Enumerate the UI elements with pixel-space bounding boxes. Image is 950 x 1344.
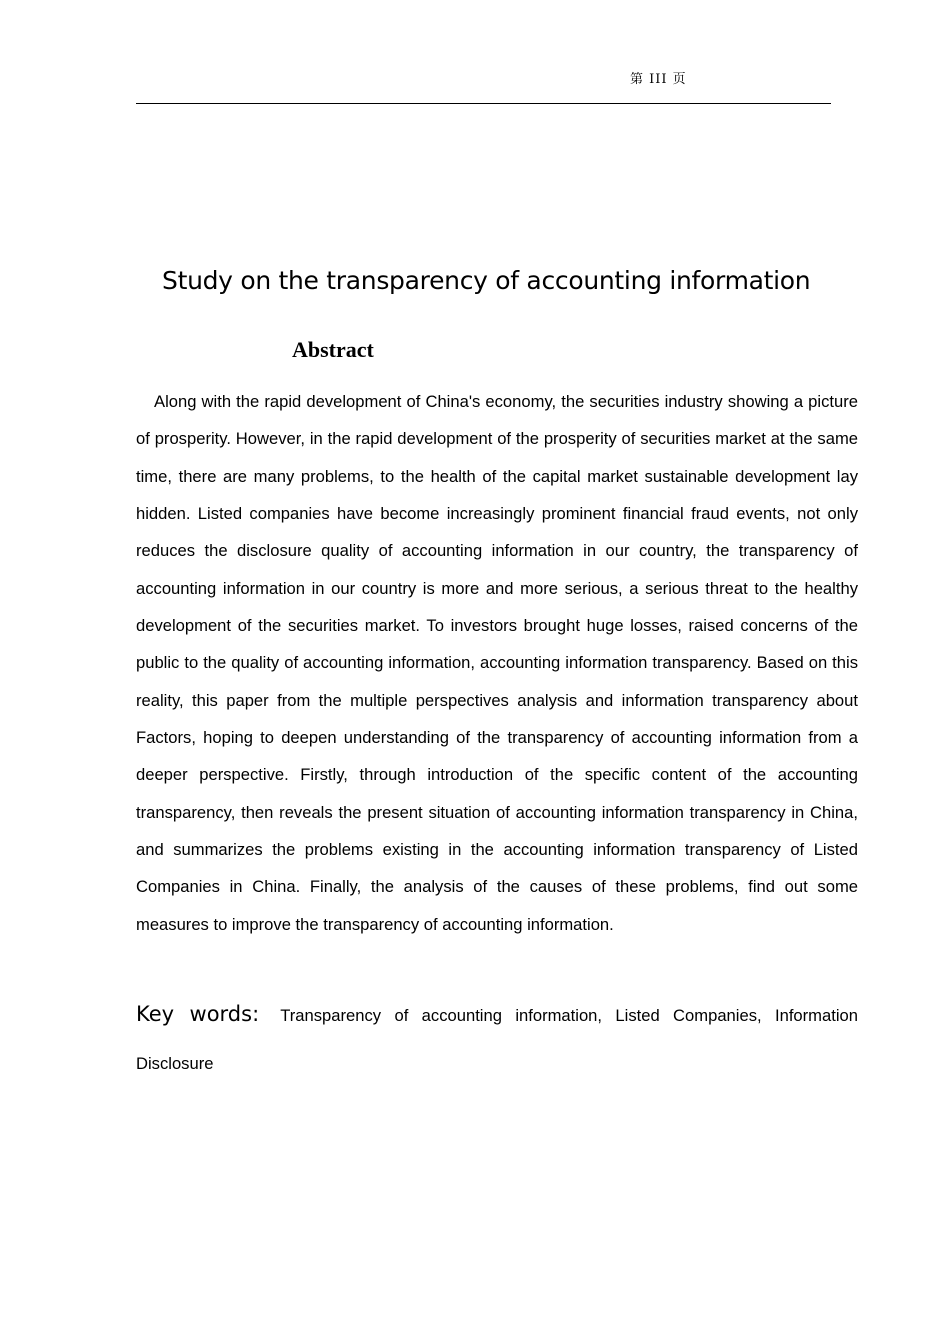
abstract-heading: Abstract bbox=[292, 337, 374, 362]
page-number: 第 III 页 bbox=[630, 72, 687, 87]
abstract-body: Along with the rapid development of China's economy, the securities industry showing a picture of prosperity. However, in the rapid development of the prosperity of securities market at the same time, there are many problems, to the health of the capital market sustainable development lay hidden. Listed companies have become increasingly prominent financial fraud events, not only reduces the disclosure quality of accounting information in our country, the transparency of accounting information in our country is more and more serious, a serious threat to the healthy development of the securities market. To investors brought huge losses, raised concerns of the public to the quality of accounting information, accounting information transparency. Based on this reality, this paper from the multiple perspectives analysis and information transparency about Factors, hoping to deepen understanding of the transparency of accounting information from a deeper perspective. Firstly, through introduction of the specific content of the accounting transparency, then reveals the present situation of accounting information transparency in China, and summarizes the problems existing in the accounting information transparency of Listed Companies in China. Finally, the analysis of the causes of these problems, find out some measures to improve the transparency of accounting information. bbox=[136, 392, 858, 934]
document-title: Study on the transparency of accounting information bbox=[162, 266, 811, 295]
page-header bbox=[136, 66, 831, 104]
keywords bbox=[136, 990, 858, 1088]
keywords-text: Transparency of accounting information, Listed Companies, Information Disclosure bbox=[136, 1006, 858, 1073]
keywords-label: Key words: bbox=[136, 1002, 260, 1026]
